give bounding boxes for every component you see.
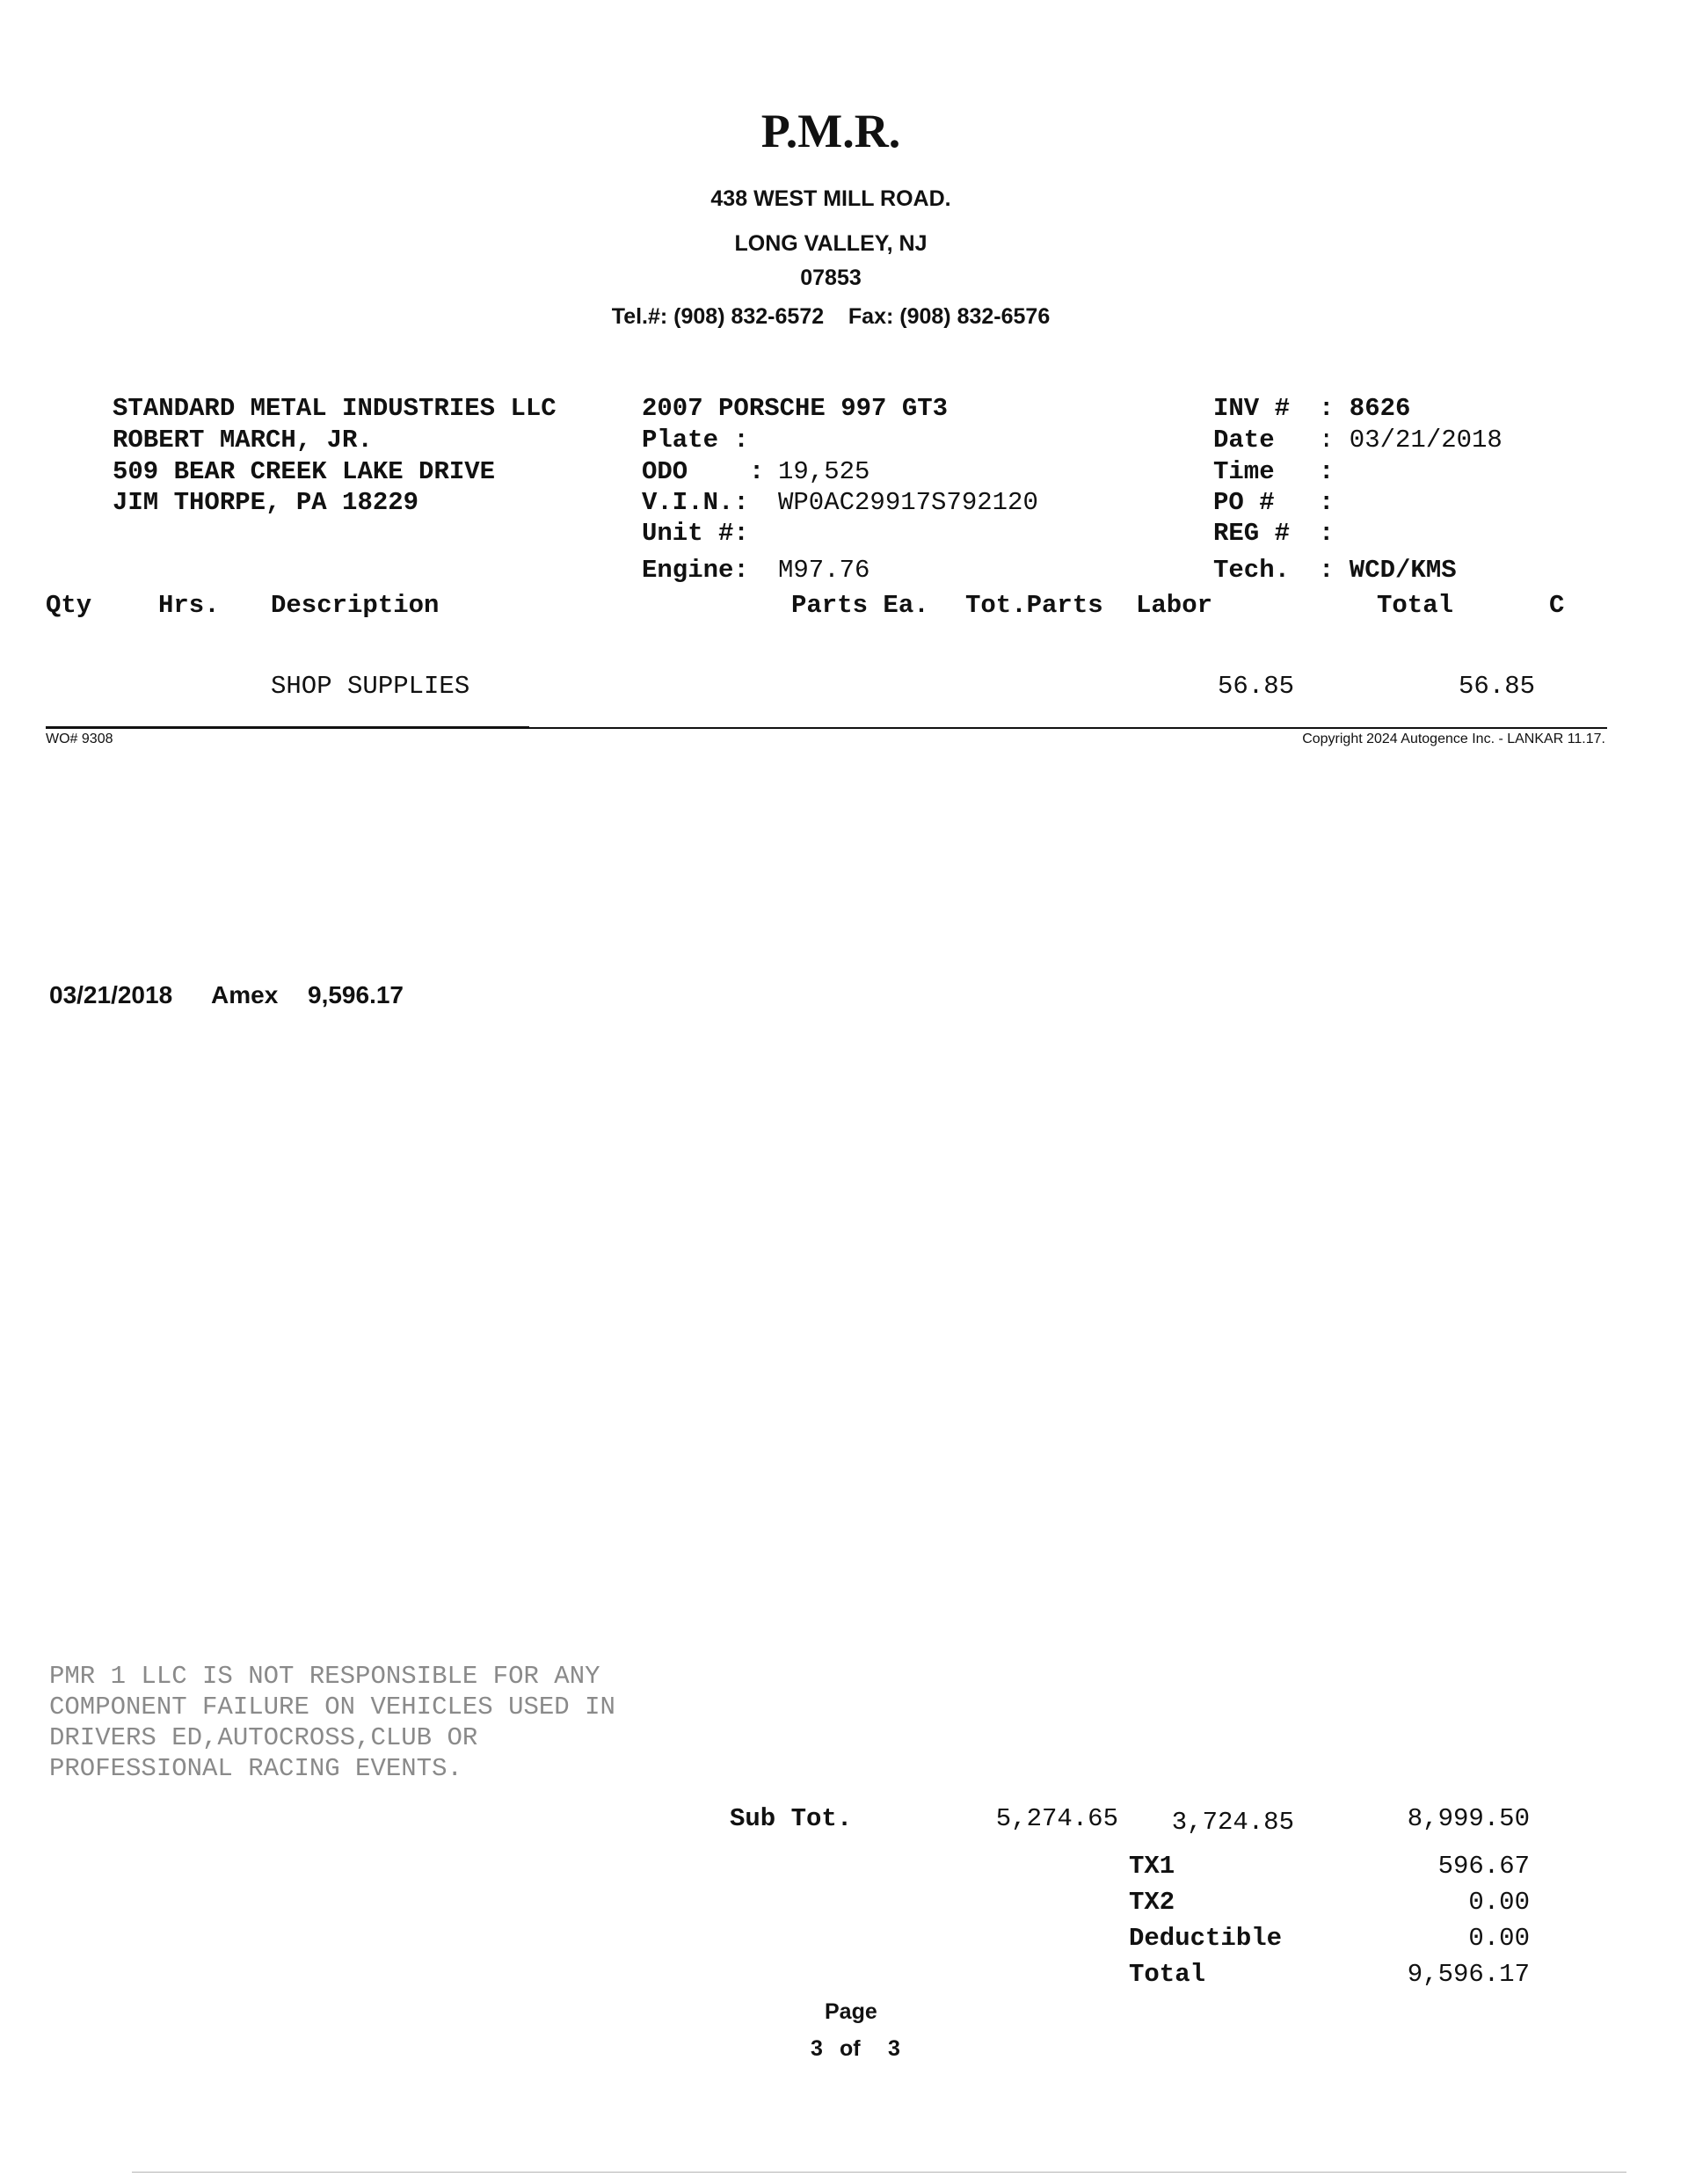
invoice-date-value: : 03/21/2018 <box>1319 426 1502 455</box>
work-order-number: WO# 9308 <box>46 732 113 746</box>
page-number: 3 <box>811 2036 823 2061</box>
tax2-value: 0.00 <box>1468 1888 1530 1917</box>
subtotal-labor: 3,724.85 <box>1171 1808 1294 1837</box>
column-header-parts-each: Parts Ea. <box>791 591 929 620</box>
payment-date: 03/21/2018 <box>49 981 173 1008</box>
company-name: P.M.R. <box>760 105 901 157</box>
subtotal-label: Sub Tot. <box>730 1804 853 1833</box>
vehicle-engine-value: M97.76 <box>778 556 870 585</box>
invoice-number-value: : 8626 <box>1319 394 1411 423</box>
copyright-notice: Copyright 2024 Autogence Inc. - LANKAR 11.17. <box>1302 732 1605 746</box>
column-header-description: Description <box>271 591 440 620</box>
divider-rule-thick <box>46 726 529 729</box>
column-header-hrs: Hrs. <box>158 591 220 620</box>
deductible-label: Deductible <box>1129 1924 1283 1953</box>
vehicle-unit: Unit #: <box>642 519 749 548</box>
vehicle-vin-value: WP0AC29917S792120 <box>778 488 1038 517</box>
deductible-value: 0.00 <box>1468 1924 1530 1953</box>
disclaimer-line-4: PROFESSIONAL RACING EVENTS. <box>49 1754 462 1783</box>
disclaimer-line-3: DRIVERS ED,AUTOCROSS,CLUB OR <box>49 1723 478 1752</box>
invoice-reg-value: : <box>1319 519 1335 548</box>
customer-name: STANDARD METAL INDUSTRIES LLC <box>113 394 557 423</box>
vehicle-plate: Plate : <box>642 426 749 455</box>
vehicle-model: 2007 PORSCHE 997 GT3 <box>642 394 949 423</box>
tax2-label: TX2 <box>1129 1888 1175 1917</box>
page-label: Page <box>825 1999 877 2024</box>
invoice-po-value: : <box>1319 488 1335 517</box>
page-of: of <box>840 2036 861 2061</box>
column-header-total-parts: Tot.Parts <box>965 591 1103 620</box>
tax1-value: 596.67 <box>1437 1852 1530 1881</box>
vehicle-odo-label: ODO : <box>642 457 765 486</box>
payment-amount: 9,596.17 <box>308 981 404 1008</box>
vehicle-odo-value: 19,525 <box>778 457 870 486</box>
subtotal-parts: 5,274.65 <box>995 1804 1118 1833</box>
line-item-labor: 56.85 <box>1217 672 1294 701</box>
page-count: 3 <box>888 2036 900 2061</box>
invoice-tech-label: Tech. <box>1213 556 1291 585</box>
line-item-description: SHOP SUPPLIES <box>271 672 470 701</box>
disclaimer-line-1: PMR 1 LLC IS NOT RESPONSIBLE FOR ANY <box>49 1662 600 1691</box>
customer-street: 509 BEAR CREEK LAKE DRIVE <box>113 457 496 486</box>
invoice-number-label: INV # <box>1213 394 1291 423</box>
invoice-time-value: : <box>1319 457 1335 486</box>
invoice-date-label: Date <box>1213 426 1275 455</box>
disclaimer-line-2: COMPONENT FAILURE ON VEHICLES USED IN <box>49 1693 615 1722</box>
scan-edge-line <box>132 2172 1626 2173</box>
payment-method: Amex <box>211 981 279 1008</box>
column-header-labor: Labor <box>1136 591 1213 620</box>
invoice-tech-value: : WCD/KMS <box>1319 556 1457 585</box>
column-header-qty: Qty <box>46 591 92 620</box>
invoice-po-label: PO # <box>1213 488 1275 517</box>
column-header-c: C <box>1549 591 1565 620</box>
grand-total-value: 9,596.17 <box>1407 1960 1530 1989</box>
vehicle-engine-label: Engine: <box>642 556 749 585</box>
invoice-reg-label: REG # <box>1213 519 1291 548</box>
company-address-line2: LONG VALLEY, NJ <box>734 231 928 256</box>
subtotal-total: 8,999.50 <box>1407 1804 1530 1833</box>
company-address-line1: 438 WEST MILL ROAD. <box>710 186 951 211</box>
customer-contact: ROBERT MARCH, JR. <box>113 426 373 455</box>
invoice-time-label: Time <box>1213 457 1275 486</box>
company-zip: 07853 <box>800 266 862 290</box>
company-phone-fax: Tel.#: (908) 832-6572 Fax: (908) 832-6576 <box>611 304 1051 329</box>
column-header-total: Total <box>1377 591 1454 620</box>
vehicle-vin-label: V.I.N.: <box>642 488 749 517</box>
customer-city: JIM THORPE, PA 18229 <box>113 488 419 517</box>
tax1-label: TX1 <box>1129 1852 1175 1881</box>
line-item-total: 56.85 <box>1458 672 1535 701</box>
grand-total-label: Total <box>1129 1960 1206 1989</box>
divider-rule <box>529 727 1607 729</box>
